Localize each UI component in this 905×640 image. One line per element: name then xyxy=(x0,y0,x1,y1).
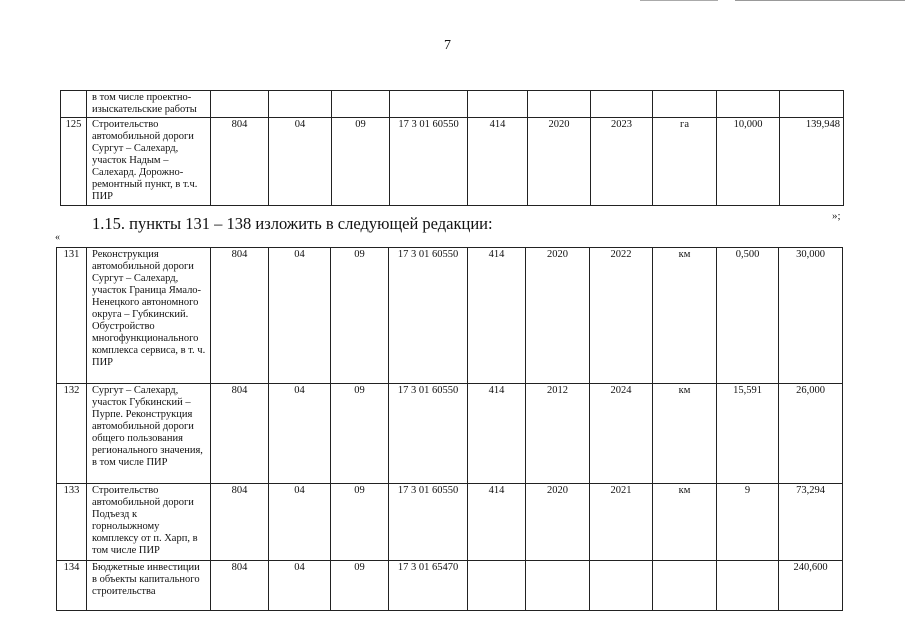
cell-no: 131 xyxy=(57,248,87,384)
cell-year-start: 2020 xyxy=(528,118,591,206)
cell-c1: 804 xyxy=(211,118,269,206)
cell-qty: 10,000 xyxy=(717,118,780,206)
cell-sum: 73,294 xyxy=(779,484,843,561)
cell-c5: 414 xyxy=(468,248,526,384)
cell-c1: 804 xyxy=(211,248,269,384)
cell-qty xyxy=(717,561,779,611)
table-row xyxy=(57,484,843,561)
cell-c3: 09 xyxy=(331,248,389,384)
cell-c3: 09 xyxy=(331,384,389,484)
cell-desc: Реконструкция автомобильной дороги Сургут – Салехард, участок Граница Ямало-Ненецкого автономного округа – Губкинский. Обустройство многофункционального комплекса сервиса, в т. ч. ПИР xyxy=(87,248,211,384)
cell-desc: Сургут – Салехард, участок Губкинский – Пурпе. Реконструкция автомобильной дороги общего пользования регионального значения, в том числе ПИР xyxy=(87,384,211,484)
cell-year-end: 2022 xyxy=(590,248,653,384)
cell-qty: 0,500 xyxy=(717,248,779,384)
cell-c5: 414 xyxy=(468,384,526,484)
cell-code: 17 3 01 60550 xyxy=(389,484,468,561)
cell-c3: 09 xyxy=(331,561,389,611)
opening-quote: « xyxy=(55,232,60,243)
cell-c3: 09 xyxy=(332,118,390,206)
cell-no xyxy=(61,91,87,118)
cell-unit xyxy=(653,561,717,611)
cell-c5: 414 xyxy=(468,484,526,561)
cell-sum: 26,000 xyxy=(779,384,843,484)
cell-c2: 04 xyxy=(269,561,331,611)
cell-no: 134 xyxy=(57,561,87,611)
cell-code: 17 3 01 60550 xyxy=(389,384,468,484)
cell-year-start: 2020 xyxy=(526,248,590,384)
cell-c2: 04 xyxy=(269,118,332,206)
cell-year-end: 2021 xyxy=(590,484,653,561)
table-row xyxy=(61,91,844,118)
cell-c3: 09 xyxy=(331,484,389,561)
cell-desc: Строительство автомобильной дороги Подъезд к горнолыжному комплексу от п. Харп, в том числе ПИР xyxy=(87,484,211,561)
cell-desc: Бюджетные инвестиции в объекты капитального строительства xyxy=(87,561,211,611)
cell-sum: 139,948 xyxy=(780,118,844,206)
table-row xyxy=(61,118,844,206)
cell-no: 125 xyxy=(61,118,87,206)
cell-c5: 414 xyxy=(468,118,528,206)
cell-c1: 804 xyxy=(211,561,269,611)
cell-year-end: 2023 xyxy=(591,118,653,206)
page-number: 7 xyxy=(444,38,451,53)
cell-unit: га xyxy=(653,118,717,206)
table-continuation xyxy=(60,90,844,206)
cell-no: 133 xyxy=(57,484,87,561)
cell-c1: 804 xyxy=(211,384,269,484)
cell-qty: 15,591 xyxy=(717,384,779,484)
cell-c5 xyxy=(468,561,526,611)
cell-code: 17 3 01 60550 xyxy=(390,118,468,206)
cell-year-start xyxy=(526,561,590,611)
cell-year-start: 2020 xyxy=(526,484,590,561)
cell-qty: 9 xyxy=(717,484,779,561)
cell-sum: 240,600 xyxy=(779,561,843,611)
cell-unit: км xyxy=(653,484,717,561)
table-row xyxy=(57,384,843,484)
cell-c2: 04 xyxy=(269,248,331,384)
cell-c2: 04 xyxy=(269,384,331,484)
table-row xyxy=(57,248,843,384)
paragraph-heading: 1.15. пункты 131 – 138 изложить в следующей редакции: xyxy=(92,214,493,233)
cell-year-end: 2024 xyxy=(590,384,653,484)
cell-no: 132 xyxy=(57,384,87,484)
header-line xyxy=(640,0,718,1)
closing-quote: »; xyxy=(832,210,841,222)
cell-c2: 04 xyxy=(269,484,331,561)
cell-c1: 804 xyxy=(211,484,269,561)
cell-year-end xyxy=(590,561,653,611)
cell-sum: 30,000 xyxy=(779,248,843,384)
header-line xyxy=(735,0,905,1)
cell-code: 17 3 01 60550 xyxy=(389,248,468,384)
cell-desc: Строительство автомобильной дороги Сургут – Салехард, участок Надым – Салехард. Дорожно-ремонтный пункт, в т.ч. ПИР xyxy=(87,118,211,206)
table-main xyxy=(56,247,843,611)
cell-code: 17 3 01 65470 xyxy=(389,561,468,611)
table-row xyxy=(57,561,843,611)
cell-unit: км xyxy=(653,384,717,484)
cell-unit: км xyxy=(653,248,717,384)
cell-year-start: 2012 xyxy=(526,384,590,484)
cell-desc: в том числе проектно-изыскательские работы xyxy=(87,91,211,118)
